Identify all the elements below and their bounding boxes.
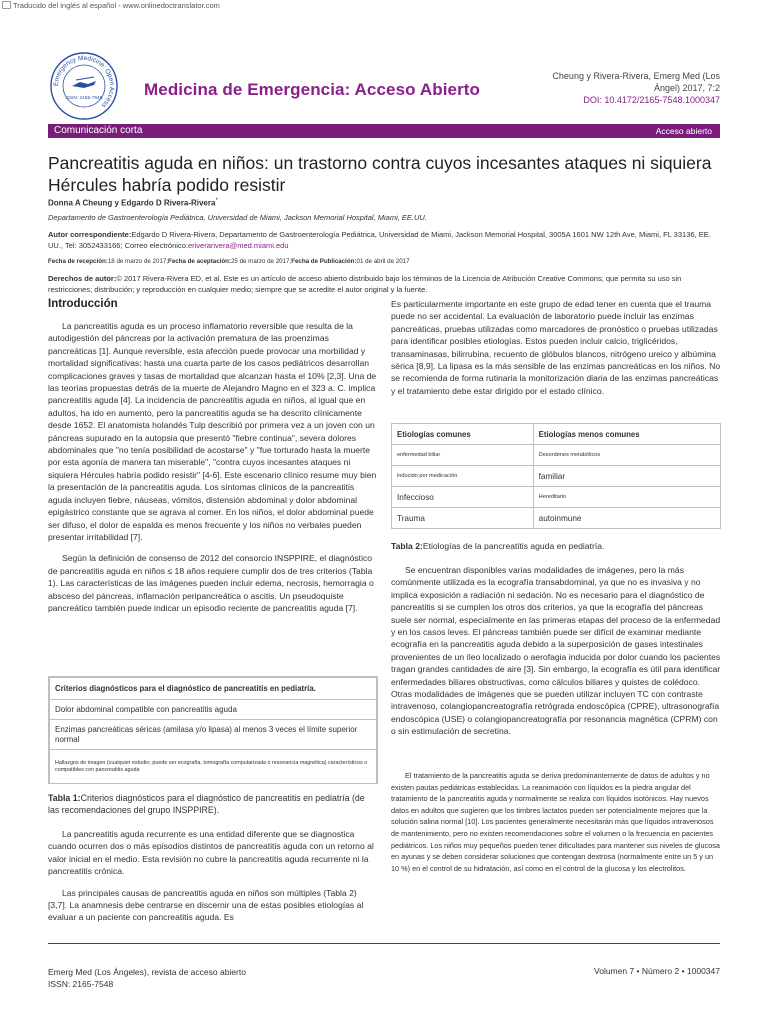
table-row: [392, 508, 721, 529]
table-cell: Infeccioso: [392, 487, 534, 508]
paragraph: La pancreatitis aguda recurrente es una entidad diferente que se diagnostica cuando ocurren dos o más episodios distintos de pancreatitis aguda con un retorno al valor inicial en el medio. Esta revisión no cubre la pancreatitis aguda recurrente ni la pancreatitis crónica.: [48, 829, 374, 877]
published-label: Fecha de Publicación:: [291, 258, 357, 265]
caption-label: Tabla 1:: [48, 793, 81, 803]
corr-text: Edgardo D Rivera-Rivera, Departamento de Gastroenterología Pediátrica, Universidad de Miami, Jackson Memorial Hospital, 3005A 1601 NW 12th Ave, Miami, FL 33136, EE. UU., Tel: 3052433166; Correo electrónico:: [48, 230, 711, 250]
article-type-band: [48, 124, 720, 138]
table-row: [392, 487, 721, 508]
table-header-cell: Etiologías menos comunes: [533, 424, 720, 445]
table-cell: enfermedad biliar: [392, 445, 534, 466]
rights-label: Derechos de autor:: [48, 274, 117, 283]
paragraph: El tratamiento de la pancreatitis aguda se deriva predominantemente de datos de adultos y no existen pautas pediátricas establecidas. La reanimación con líquidos es la piedra angular del tratamiento de la pancreatitis aguda y normalmente se realiza con líquidos isotónicos. Hay nuevos datos en adultos que sugieren que los timbres lactatos pueden ser potencialmente mejores que la solución salina normal [10]. Los pacientes generalmente necesitarán más que líquidos intravenosos de mantenimiento, pero no existen recomendaciones sobre el volumen o la frecuencia en pacientes pediátricos. Los niños muy pequeños pueden tener dificultades para mantener sus niveles de glucosa en ayunas y se deben considerar soluciones que contengan dextrosa (normalmente entre un 5 y un 10 %) en el control de su hidratación, así como en el control de la glucosa y los electrolitos.: [391, 771, 720, 873]
paragraph: [391, 298, 721, 397]
footer-left: [48, 966, 246, 990]
author-names: Donna A Cheung y Edgardo D Rivera-Rivera: [48, 198, 216, 208]
affiliation: Departamento de Gastroenterología Pediátrica, Universidad de Miami, Jackson Memorial Hospital, Miami, EE.UU.: [48, 213, 427, 222]
citation-block: [530, 70, 720, 106]
table-cell: Enzimas pancreáticas séricas (amilasa y/o lipasa) al menos 3 veces el límite superior normal: [50, 720, 377, 750]
table-cell: Hereditario: [533, 487, 720, 508]
table-header-cell: Etiologías comunes: [392, 424, 534, 445]
table-cell: Dolor abdominal compatible con pancreatitis aguda: [50, 700, 377, 720]
caption-label: Tabla 2:: [391, 541, 423, 551]
caption-text: Criterios diagnósticos para el diagnóstico de pancreatitis en pediatría (de las recomendaciones del grupo INSPPIRE).: [48, 793, 365, 815]
paragraph-text: particularmente importante en este grupo de edad tener en cuenta que el trauma puede no ser accidental. La evaluación de laboratorio puede incluir las enzimas pancreáticas, pruebas utilizadas como marcadores de pronóstico o pruebas utilizadas para identificar posibles etiologías. Estos pueden incluir calcio, triglicéridos, transaminasas, bilirrubina, recuento de glóbulos blancos, nitrógeno ureico y albúmina sérica [8,9]. La lipasa es la más sensible de las enzimas pancreáticas en los niños. No se recomienda de forma rutinaria la monitorización diaria de las enzimas pancreáticas y el tratamiento debe estar dirigido por el estado clínico.: [391, 299, 721, 396]
published-date: 01 de abril de 2017: [356, 258, 410, 265]
open-access-label: Acceso abierto: [655, 126, 712, 136]
table-1-caption: [48, 792, 378, 816]
table-row: [50, 750, 377, 784]
section-heading-intro: Introducción: [48, 298, 118, 310]
caption-text: Etiologías de la pancreatitis aguda en pediatría.: [422, 541, 605, 551]
corr-label: Autor correspondiente:: [48, 230, 132, 239]
lead-word: Es: [391, 299, 402, 309]
accepted-label: Fecha de aceptación:: [168, 258, 231, 265]
doi-link[interactable]: DOI: 10.4172/2165-7548.1000347: [583, 95, 720, 105]
corresponding-author: [48, 229, 720, 251]
footer-divider: [48, 943, 720, 944]
translator-link[interactable]: Traducido del inglés al español - www.onlinedoctranslator.com: [13, 1, 220, 10]
table-row: [50, 700, 377, 720]
authors: [48, 198, 218, 208]
journal-logo: [48, 50, 120, 122]
table-row: [392, 466, 721, 487]
footer-volume: Volumen 7 • Número 2 • 1000347: [594, 966, 720, 976]
left-column-top: [48, 320, 378, 623]
table-2-caption: [391, 541, 721, 551]
paragraph: Según la definición de consenso de 2012 del consorcio INSPPIRE, el diagnóstico de pancreatitis aguda en niños ≤ 18 años requiere cumplir dos de tres criterios (Tabla 1). Las características de las imágenes pueden incluir edema, necrosis, hemorragia o absceso del páncreas, inflamación peripancreática o ascitis. Un pseudoquiste pancreático también puede indicar un episodio reciente de pancreatitis aguda [7].: [48, 553, 374, 613]
article-type: Comunicación corta: [54, 125, 143, 136]
right-column-middle: [391, 564, 721, 747]
accepted-date: 25 de marzo de 2017;: [230, 258, 292, 265]
paragraph: La pancreatitis aguda es un proceso inflamatorio reversible que resulta de la autodigestión del páncreas por la activación prematura de las proenzimas pancreáticas [1]. Aunque reversible, esta afección puede provocar una morbilidad y mortalidad significativas: hasta una cuarta parte de los casos pediátricos desarrollan complicaciones graves y tasas de mortalidad que alcanzan hasta el 10% [2,3]. Una de las teorías propuestas detrás de la muerte de Alejandro Magno en el 323 a. C. implica pancreatitis aguda [4]. La incidencia de pancreatitis aguda en niños, al igual que en adultos, ha ido en aumento, pero la pancreatitis aguda se ha descrito clínicamente desde 1652. El anatomista holandés Tulp describió por primera vez a un joven con un páncreas supurado en la autopsia que presentó "fiebre continua", severa dolores abdominales que "no tenía posibilidad de acostarse" y "fue torturado hasta la muerte por esta agonía de manera tan miserable", "contra cuyos incesantes ataques ni siquiera Hércules habría podido resistir" [4-6]. Este escenario clínico resume muy bien la presentación de la pancreatitis aguda. Los síntomas clínicos de la pancreatitis aguda incluyen fiebre, náuseas, vómitos, distensión abdominal y dolor abdominal epigástrico constante que se agrava al comer. En los niños, el dolor abdominal puede ser difuso, el dolor de espalda es menos frecuente y los niños no verbales pueden presentar irritabilidad [7].: [48, 321, 377, 542]
table-cell: familiar: [533, 466, 720, 487]
left-column-bottom: [48, 828, 378, 933]
table-row: [392, 424, 721, 445]
article-dates: [48, 258, 720, 265]
table-cell: Hallazgos de imagen (cualquier estudio; puede ser ecografía, tomografía computarizada o resonancia magnética) característicos o compatibles con pancreatitis aguda: [50, 750, 377, 784]
journal-title: Medicina de Emergencia: Acceso Abierto: [144, 80, 481, 99]
right-column-bottom: [391, 770, 721, 874]
rights-text: © 2017 Rivera-Rivera ED, et al. Este es un artículo de acceso abierto distribuido bajo los términos de la Licencia de Atribución Creative Commons; que permita su uso sin restricciones; distribución; y reproducción en cualquier medio; siempre que se acredite el autor original y la fuente.: [48, 274, 682, 294]
svg-text:Emergency Medicine: Open Acces: Emergency Medicine: Open Access: [52, 54, 116, 109]
table-2: [391, 423, 721, 529]
footer-issn: ISSN: 2165-7548: [48, 979, 114, 989]
received-label: Fecha de recepción:: [48, 258, 108, 265]
table-header-cell: Criterios diagnósticos para el diagnóstico de pancreatitis en pediatría.: [50, 678, 377, 700]
copyright: [48, 273, 720, 295]
corr-email-link[interactable]: eriverarivera@med.miami.edu: [187, 241, 289, 250]
table-cell: inducido por medicación: [392, 466, 534, 487]
article-title: Pancreatitis aguda en niños: un trastorno contra cuyos incesantes ataques ni siquiera Hércules habría podido resistir: [48, 153, 712, 195]
table-row: [392, 445, 721, 466]
paragraph: Se encuentran disponibles varias modalidades de imágenes, pero la más comúnmente utilizada es la ecografía transabdominal, ya que no es invasiva y no implica exposición a radiación ni sedación. No es necesario para el diagnóstico de pancreatitis si se cumplen los otros dos criterios, ya que la ecografía del páncreas suele ser normal, especialmente en las primeras etapas del proceso de la enfermedad y en los casos leves. El páncreas también puede ser difícil de examinar mediante ecografía en la pancreatitis aguda debido a la superposición de gases intestinales provenientes de un íleo localizado o aerofagia inducida por dolor cuando los pacientes tragan grandes cantidades de aire [3]. Sin embargo, la ecografía es útil para identificar enfermedades biliares obstructivas, como cálculos biliares y quistes de colédoco. Otras modalidades de imágenes que se pueden utilizar incluyen TC con contraste intravenoso, colangiopancreatografía retrógrada endoscópica (CPRE), ultrasonografía endoscópica (USE) o colangiopancreatografía por resonancia magnética (CPRM) con o sin estimulación de secretina.: [391, 565, 721, 737]
table-cell: autoinmune: [533, 508, 720, 529]
citation-text: Cheung y Rivera-Rivera, Emerg Med (Los Ángel) 2017, 7:2: [552, 71, 720, 93]
document-icon: [2, 1, 11, 9]
footer-journal: Emerg Med (Los Ángeles), revista de acceso abierto: [48, 967, 246, 977]
table-cell: Trauma: [392, 508, 534, 529]
table-cell: Desordenes metabólicos: [533, 445, 720, 466]
author-mark: *: [215, 198, 218, 204]
table-row: [50, 678, 377, 700]
table-row: [50, 720, 377, 750]
received-date: 18 de marzo de 2017;: [107, 258, 169, 265]
table-1: [48, 676, 378, 784]
svg-text:ISSN: 2165-7548: ISSN: 2165-7548: [65, 96, 103, 101]
right-column-top: [391, 298, 721, 406]
logo-seal-icon: [48, 50, 120, 122]
translator-bar: [0, 0, 768, 13]
paragraph: Las principales causas de pancreatitis aguda en niños son múltiples (Tabla 2) [3,7]. La anamnesis debe centrarse en discernir una de estas posibles etiologías al evaluar a un paciente con pancreatitis aguda. Es: [48, 887, 364, 923]
